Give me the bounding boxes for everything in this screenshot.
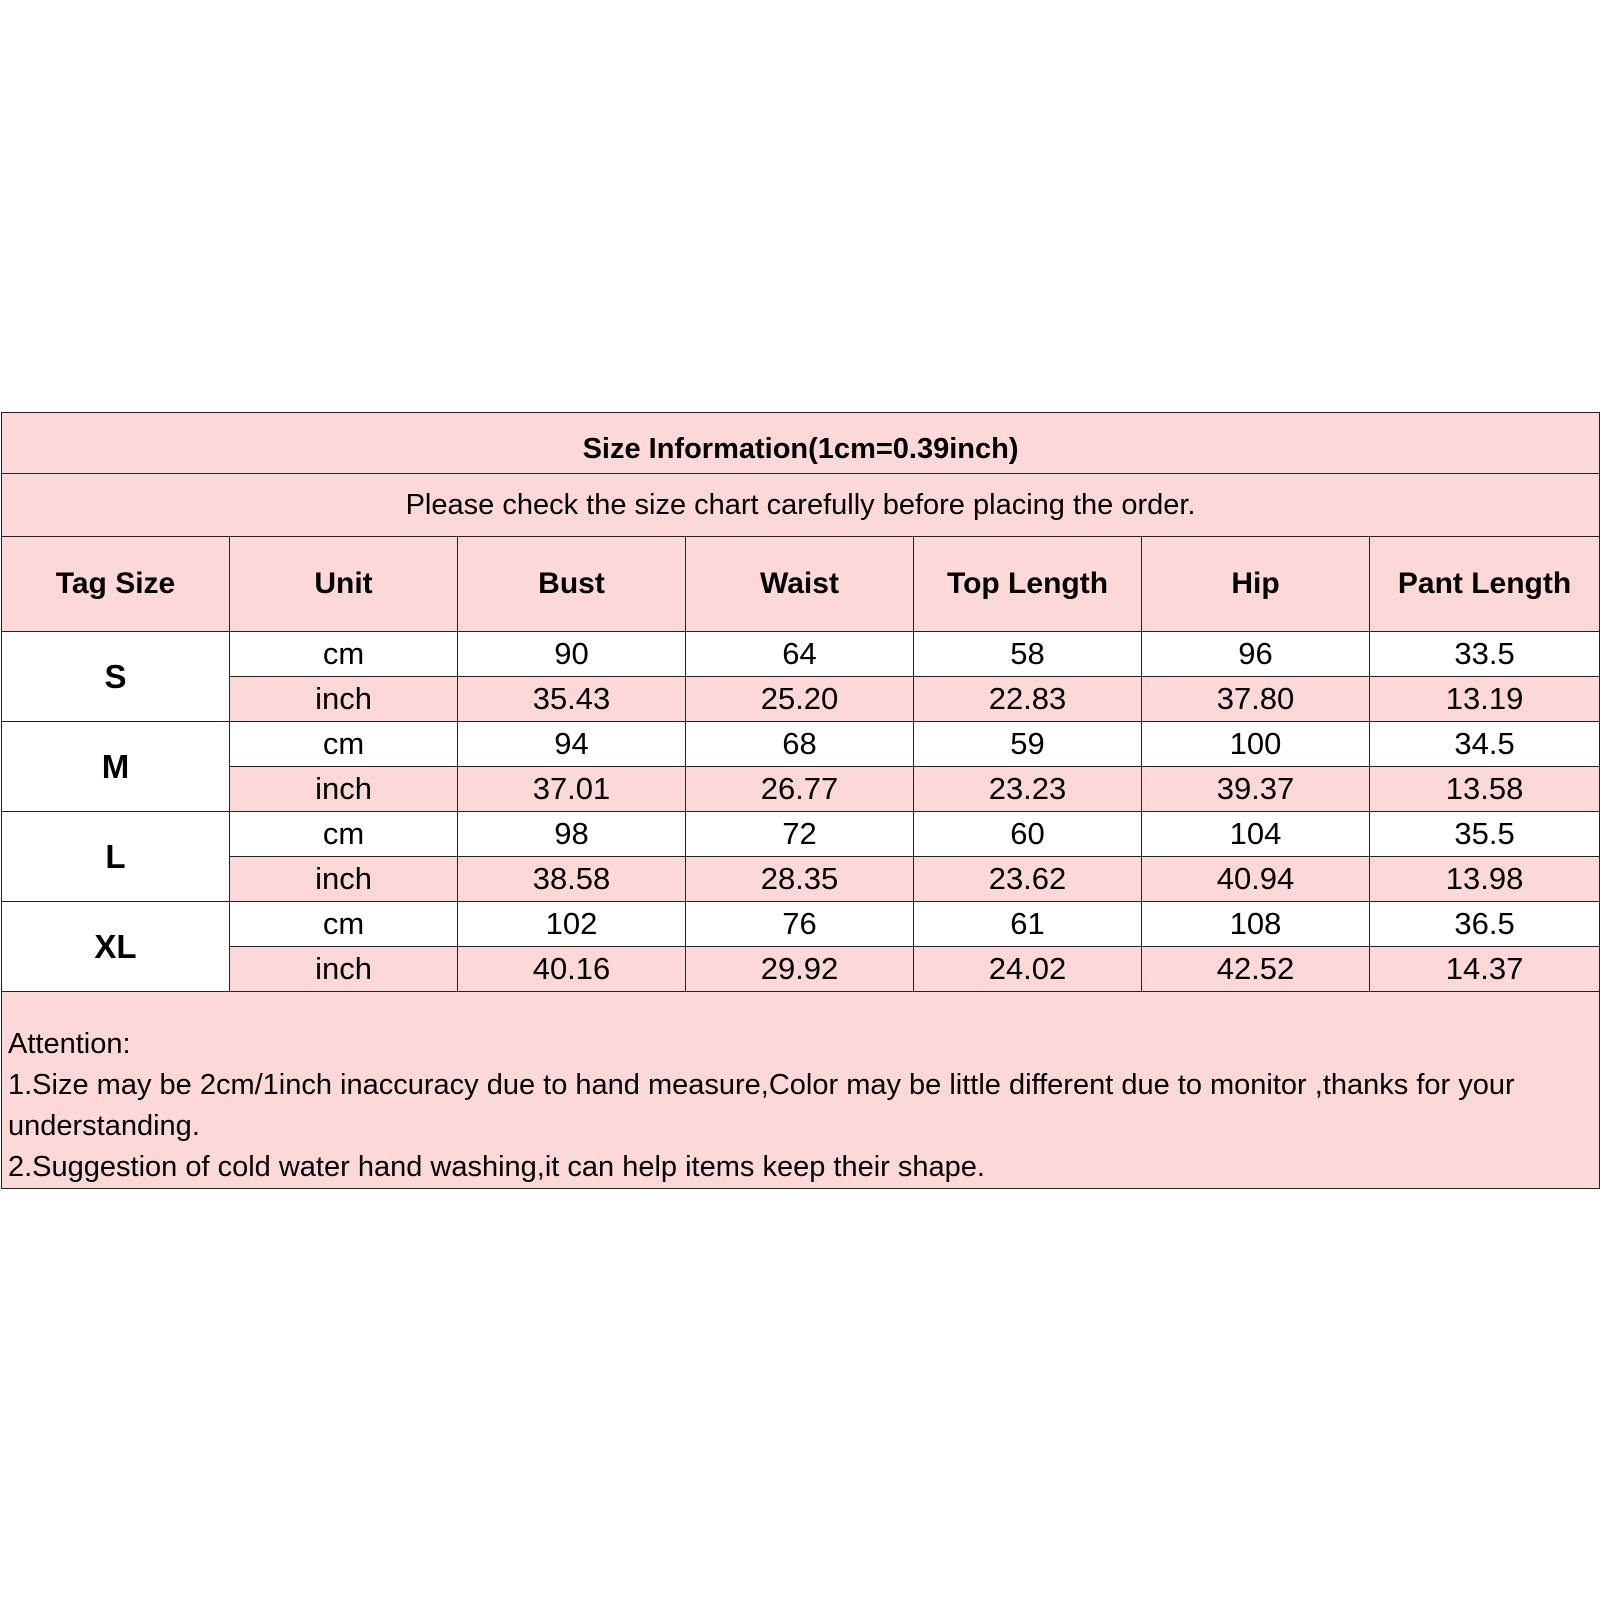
waist-cell: 76 (686, 902, 914, 947)
bust-cell: 40.16 (458, 947, 686, 992)
unit-cell: inch (230, 857, 458, 902)
header-row (2, 537, 1600, 632)
size-label: L (2, 812, 230, 902)
hip-cell: 108 (1142, 902, 1370, 947)
notes-heading: Attention: (8, 1028, 131, 1060)
waist-cell: 28.35 (686, 857, 914, 902)
top-length-cell: 58 (914, 632, 1142, 677)
table-row (2, 632, 1600, 677)
pant-length-cell: 36.5 (1370, 902, 1600, 947)
subtitle-row (2, 474, 1600, 537)
size-chart-table (1, 412, 1600, 1189)
chart-title: Size Information(1cm=0.39inch) (2, 413, 1600, 474)
pant-length-cell: 13.98 (1370, 857, 1600, 902)
waist-cell: 64 (686, 632, 914, 677)
attention-notes (2, 992, 1600, 1189)
unit-cell: inch (230, 767, 458, 812)
table-row (2, 722, 1600, 767)
pant-length-cell: 14.37 (1370, 947, 1600, 992)
table-row (2, 767, 1600, 812)
header-bust: Bust (458, 537, 686, 632)
pant-length-cell: 13.58 (1370, 767, 1600, 812)
table-row (2, 677, 1600, 722)
header-top-length: Top Length (914, 537, 1142, 632)
waist-cell: 26.77 (686, 767, 914, 812)
pant-length-cell: 13.19 (1370, 677, 1600, 722)
top-length-cell: 23.23 (914, 767, 1142, 812)
bust-cell: 98 (458, 812, 686, 857)
hip-cell: 96 (1142, 632, 1370, 677)
unit-cell: cm (230, 632, 458, 677)
table-row (2, 947, 1600, 992)
bust-cell: 37.01 (458, 767, 686, 812)
title-row (2, 413, 1600, 474)
header-hip: Hip (1142, 537, 1370, 632)
header-pant-length: Pant Length (1370, 537, 1600, 632)
table-row (2, 902, 1600, 947)
bust-cell: 90 (458, 632, 686, 677)
top-length-cell: 60 (914, 812, 1142, 857)
bust-cell: 35.43 (458, 677, 686, 722)
header-unit: Unit (230, 537, 458, 632)
waist-cell: 25.20 (686, 677, 914, 722)
bust-cell: 38.58 (458, 857, 686, 902)
unit-cell: cm (230, 722, 458, 767)
pant-length-cell: 35.5 (1370, 812, 1600, 857)
header-tag-size: Tag Size (2, 537, 230, 632)
size-label: M (2, 722, 230, 812)
note-item: 1.Size may be 2cm/1inch inaccuracy due to hand measure,Color may be little different due to monitor ,thanks for your understanding. (8, 1069, 1515, 1142)
pant-length-cell: 34.5 (1370, 722, 1600, 767)
size-label: XL (2, 902, 230, 992)
hip-cell: 39.37 (1142, 767, 1370, 812)
top-length-cell: 23.62 (914, 857, 1142, 902)
top-length-cell: 61 (914, 902, 1142, 947)
waist-cell: 68 (686, 722, 914, 767)
hip-cell: 40.94 (1142, 857, 1370, 902)
top-length-cell: 22.83 (914, 677, 1142, 722)
size-label: S (2, 632, 230, 722)
pant-length-cell: 33.5 (1370, 632, 1600, 677)
unit-cell: inch (230, 947, 458, 992)
bust-cell: 94 (458, 722, 686, 767)
table-row (2, 812, 1600, 857)
chart-subtitle: Please check the size chart carefully before placing the order. (2, 474, 1600, 537)
unit-cell: cm (230, 902, 458, 947)
notes-row (2, 992, 1600, 1189)
note-item: 2.Suggestion of cold water hand washing,it can help items keep their shape. (8, 1151, 985, 1183)
header-waist: Waist (686, 537, 914, 632)
table-row (2, 857, 1600, 902)
top-length-cell: 59 (914, 722, 1142, 767)
hip-cell: 42.52 (1142, 947, 1370, 992)
unit-cell: cm (230, 812, 458, 857)
waist-cell: 29.92 (686, 947, 914, 992)
bust-cell: 102 (458, 902, 686, 947)
waist-cell: 72 (686, 812, 914, 857)
unit-cell: inch (230, 677, 458, 722)
top-length-cell: 24.02 (914, 947, 1142, 992)
hip-cell: 100 (1142, 722, 1370, 767)
hip-cell: 37.80 (1142, 677, 1370, 722)
hip-cell: 104 (1142, 812, 1370, 857)
